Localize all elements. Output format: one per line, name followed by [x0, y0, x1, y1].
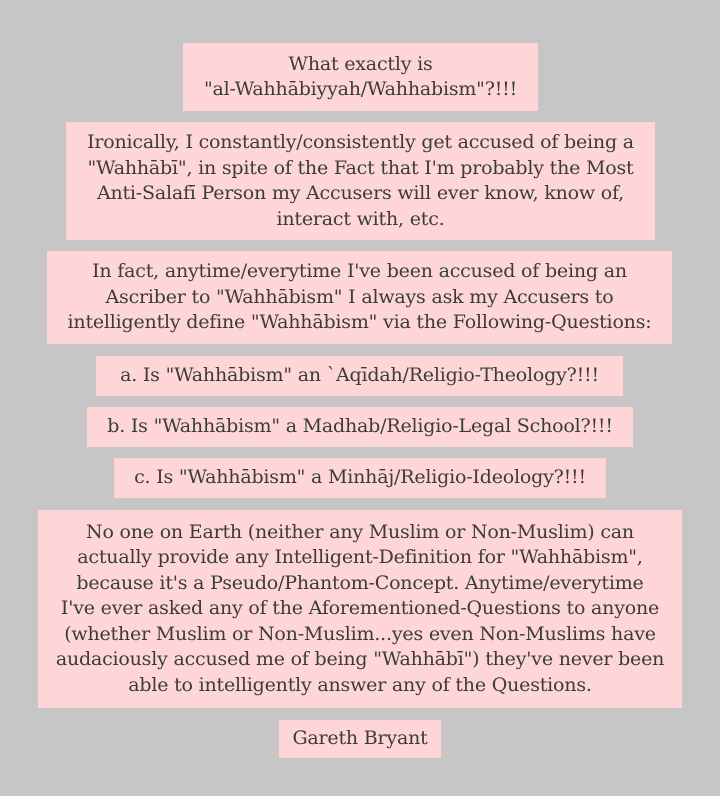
question-c: c. Is "Wahhābism" a Minhāj/Religio-Ideology?!!!: [114, 458, 606, 498]
question-a: a. Is "Wahhābism" an `Aqīdah/Religio-Theology?!!!: [96, 356, 623, 396]
author-signature: Gareth Bryant: [279, 720, 441, 758]
challenge-paragraph: In fact, anytime/everytime I've been accused of being an Ascriber to "Wahhābism" I always ask my Accusers to intelligently define "Wahhābism" via the Following-Questions:: [47, 251, 672, 344]
conclusion-paragraph: No one on Earth (neither any Muslim or Non-Muslim) can actually provide any Intelligent-Definition for "Wahhābism", because it's a Pseudo/Phantom-Concept. Anytime/everytime I've ever asked any of the Aforementioned-Questions to anyone (whether Muslim or Non-Muslim...yes even Non-Muslims have audaciously accused me of being "Wahhābī") they've never been able to intelligently answer any of the Questions.: [38, 510, 682, 708]
intro-paragraph: Ironically, I constantly/consistently get accused of being a "Wahhābī", in spite of the Fact that I'm probably the Most Anti-Salafī Person my Accusers will ever know, know of, interact with, etc.: [66, 122, 655, 240]
question-b: b. Is "Wahhābism" a Madhab/Religio-Legal School?!!!: [87, 407, 633, 447]
title-text: What exactly is "al-Wahhābiyyah/Wahhabism"?!!!: [183, 43, 538, 111]
